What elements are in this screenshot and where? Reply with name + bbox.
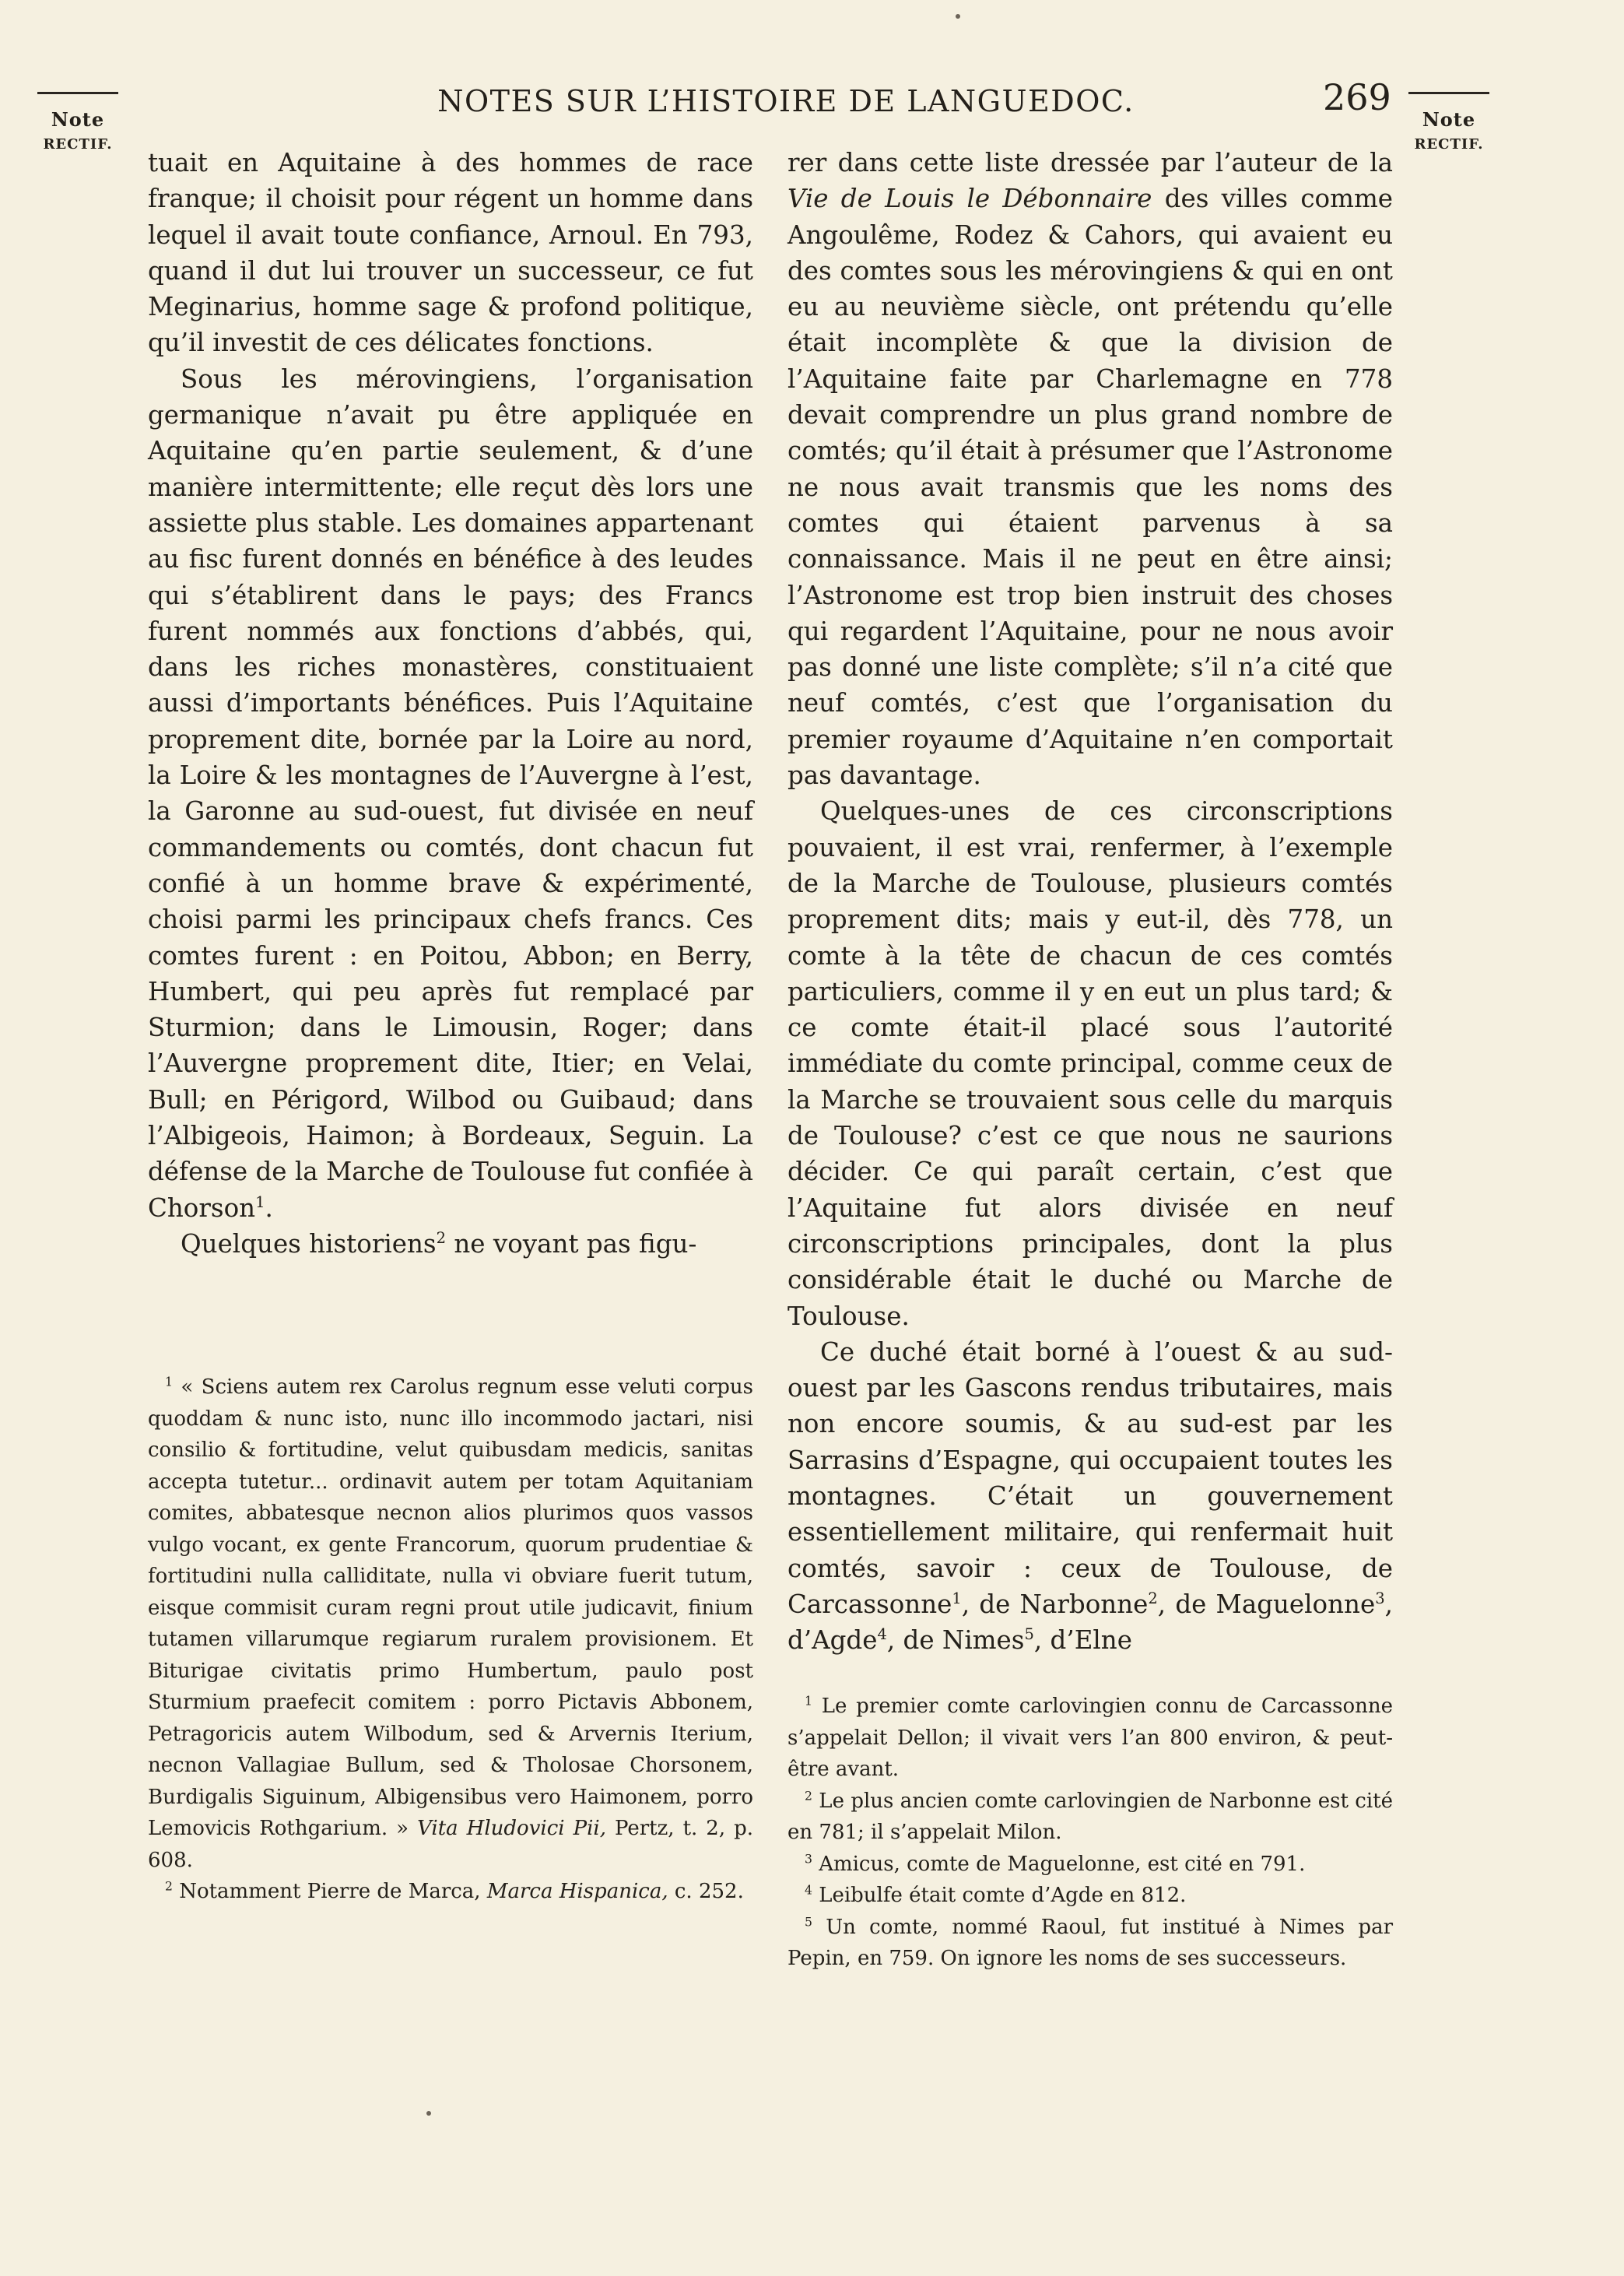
- right-paragraph-2: Quelques-unes de ces circonscriptions pouvaient, il est vrai, renfermer, à l’exemple de la Marche de Toulouse, plusieurs comtés proprement dits; mais y eut-il, dès 778, un comte à la tête de chacun de ces comtés particuliers, comme il y en eut un plus tard; & ce comte était-il placé sous l’autorité immédiate du comte principal, comme ceux de la Marche se trouvaient sous celle du marquis de Toulouse? c’est ce que nous ne saurions décider. Ce qui paraît certain, c’est que l’Aquitaine fut alors divisée en neuf circonscriptions principales, dont la plus considérable était le duché ou Marche de Toulouse.: [787, 796, 1393, 1331]
- right-paragraph-3-b: , de Narbonne: [961, 1589, 1149, 1619]
- footnote-right-4-text: Leibulfe était comte d’Agde en 812.: [819, 1884, 1187, 1907]
- note-ref-r1: 1: [952, 1589, 962, 1608]
- footnote-right-3-number: 3: [805, 1851, 812, 1866]
- right-paragraph-3-a: Ce duché était borné à l’ouest & au sud-ouest par les Gascons rendus tributaires, mais non encore soumis, & au sud-est par les Sarrasins d’Espagne, qui occupaient toutes les montagnes. C’était un gouvernement essentiellement militaire, qui renfermait huit comtés, savoir : ceux de Toulouse, de Carcassonne: [787, 1336, 1393, 1619]
- left-column: [148, 145, 753, 1262]
- right-column: [787, 145, 1393, 1658]
- note-ref-r3: 3: [1375, 1589, 1385, 1608]
- footnote-left-1-number: 1: [165, 1375, 173, 1389]
- footnote-left-2: [148, 1876, 753, 1908]
- footnote-right-2: [787, 1786, 1393, 1849]
- footnote-right-4-number: 4: [805, 1883, 812, 1898]
- footnote-left-1: [148, 1372, 753, 1876]
- margin-rule-right: [1408, 92, 1489, 94]
- paper-speck: [956, 14, 960, 19]
- note-ref-r5: 5: [1024, 1625, 1034, 1644]
- note-ref-r2: 2: [1148, 1589, 1158, 1608]
- right-paragraph-1-start: rer dans cette liste dressée par l’auteur de la: [787, 148, 1393, 177]
- footnote-right-1-text: Le premier comte carlovingien connu de Carcassonne s’appelait Dellon; il vivait vers l’an 800 environ, & peut-être avant.: [787, 1695, 1394, 1781]
- footnote-right-5-text: Un comte, nommé Raoul, fut institué à Nimes par Pepin, en 759. On ignore les noms de ses successeurs.: [787, 1915, 1394, 1970]
- left-paragraph-2-text: Sous les mérovingiens, l’organisation germanique n’avait pu être appliquée en Aquitaine qu’en partie seulement, & d’une manière intermittente; elle reçut dès lors une assiette plus stable. Les domaines appartenant au fisc furent donnés en bénéfice à des leudes qui s’établirent dans le pays; des Francs furent nommés aux fonctions d’abbés, qui, dans les riches monastères, constituaient aussi d’importants bénéfices. Puis l’Aquitaine proprement dite, bornée par la Loire au nord, la Loire & les montagnes de l’Auvergne à l’est, la Garonne au sud-ouest, fut divisée en neuf commandements ou comtés, dont chacun fut confié à un homme brave & expérimenté, choisi parmi les principaux chefs francs. Ces comtes furent : en Poitou, Abbon; en Berry, Humbert, qui peu après fut remplacé par Sturmion; dans le Limousin, Roger; dans l’Auvergne proprement dite, Itier; en Velai, Bull; en Périgord, Wilbod ou Guibaud; dans l’Albigeois, Haimon; à Bordeaux, Seguin. La défense de la Marche de Toulouse fut confiée à Chorson: [148, 364, 753, 1223]
- right-paragraph-3-d: , d’Agde: [787, 1589, 1393, 1656]
- left-paragraph-2: [148, 361, 753, 1226]
- right-paragraph-3-f: , d’Elne: [1033, 1625, 1132, 1656]
- right-paragraph-3: [787, 1334, 1393, 1659]
- footnote-left-1-tail: Pertz, t. 2, p. 608.: [148, 1817, 754, 1872]
- footnote-right-3: [787, 1849, 1393, 1881]
- left-paragraph-3-start: Quelques historiens: [181, 1228, 437, 1259]
- left-paragraph-3: [148, 1226, 753, 1262]
- footnote-left-2-citation: Marca Hispanica,: [486, 1880, 668, 1903]
- footnote-right-5-number: 5: [805, 1914, 812, 1929]
- footnote-right-3-text: Amicus, comte de Maguelonne, est cité en 791.: [819, 1852, 1306, 1876]
- right-paragraph-1-title: Vie de Louis le Débonnaire: [787, 184, 1152, 214]
- margin-note-right: [1408, 92, 1489, 156]
- footnote-left-1-citation: Vita Hludovici Pii,: [417, 1817, 606, 1840]
- right-paragraph-3-e: , de Nimes: [886, 1625, 1025, 1656]
- margin-note-left-line2: RECTIF.: [43, 136, 113, 153]
- right-footnotes: [787, 1691, 1393, 1975]
- running-head: NOTES SUR L’HISTOIRE DE LANGUEDOC.: [437, 84, 1135, 118]
- footnote-right-2-number: 2: [805, 1788, 812, 1803]
- margin-note-left: [37, 92, 118, 156]
- margin-note-right-line1: Note: [1422, 108, 1476, 131]
- footnote-left-2-tail: c. 252.: [674, 1880, 744, 1903]
- footnote-right-1-number: 1: [805, 1694, 812, 1709]
- margin-rule-left: [37, 92, 118, 94]
- note-ref-2: 2: [436, 1229, 447, 1248]
- footnote-right-2-text: Le plus ancien comte carlovingien de Narbonne est cité en 781; il s’appelait Milon.: [787, 1789, 1393, 1844]
- footnote-left-1-text: « Sciens autem rex Carolus regnum esse veluti corpus quoddam & nunc isto, nunc illo incommodo jactari, nisi consilio & fortitudine, velut quibusdam medicis, sanitas accepta tutetur... ordinavit autem per totam Aquitaniam comites, abbatesque necnon alios plurimos quos vassos vulgo vocant, ex gente Francorum, quorum prudentiae & fortitudini nulla calliditate, nulla vi obviare fuerit tutum, eisque commisit curam regni prout utile judicavit, finium tutamen villarumque regiarum ruralem provisionem. Et Biturigae civitatis primo Humbertum, paulo post Sturmium praefecit comitem : porro Pictavis Abbonem, Petragoricis autem Wilbodum, sed & Arvernis Iterium, necnon Vallagiae Bullum, sed & Tholosae Chorsonem, Burdigalis Siguinum, Albigensibus vero Haimonem, porro Lemovicis Rothgarium. »: [148, 1375, 754, 1840]
- note-ref-r4: 4: [877, 1625, 887, 1644]
- right-paragraph-3-c: , de Maguelonne: [1157, 1589, 1376, 1619]
- left-paragraph-3-end: ne voyant pas figu-: [446, 1228, 697, 1259]
- footnote-left-2-number: 2: [165, 1879, 173, 1894]
- margin-note-left-line1: Note: [51, 108, 105, 131]
- footnote-right-4: [787, 1880, 1393, 1912]
- right-paragraph-1-end: des villes comme Angoulême, Rodez & Cahors, qui avaient eu des comtes sous les mérovingiens & qui en ont eu au neuvième siècle, ont prétendu qu’elle était incomplète & que la division de l’Aquitaine faite par Charlemagne en 778 devait comprendre un plus grand nombre de comtés; qu’il était à présumer que l’Astronome ne nous avait transmis que les noms des comtes qui étaient parvenus à sa connaissance. Mais il ne peut en être ainsi; l’Astronome est trop bien instruit des choses qui regardent l’Aquitaine, pour ne nous avoir pas donné une liste complète; s’il n’a cité que neuf comtés, c’est que l’organisation du premier royaume d’Aquitaine n’en comportait pas davantage.: [787, 184, 1393, 791]
- margin-note-right-line2: RECTIF.: [1414, 136, 1484, 153]
- footnote-left-2-text: Notamment Pierre de Marca,: [179, 1880, 481, 1903]
- left-footnotes: [148, 1372, 753, 1908]
- left-paragraph-1: tuait en Aquitaine à des hommes de race franque; il choisit pour régent un homme dans lequel il avait toute confiance, Arnoul. En 793, quand il dut lui trouver un successeur, ce fut Meginarius, homme sage & profond politique, qu’il investit de ces délicates fonctions.: [148, 148, 753, 358]
- footnote-right-5: [787, 1912, 1393, 1975]
- paper-speck: [426, 2111, 431, 2116]
- footnote-right-1: [787, 1691, 1393, 1786]
- left-paragraph-2-end: .: [265, 1192, 273, 1223]
- right-paragraph-1: [787, 145, 1393, 793]
- note-ref-1: 1: [255, 1192, 265, 1211]
- page-number: 269: [1323, 76, 1391, 118]
